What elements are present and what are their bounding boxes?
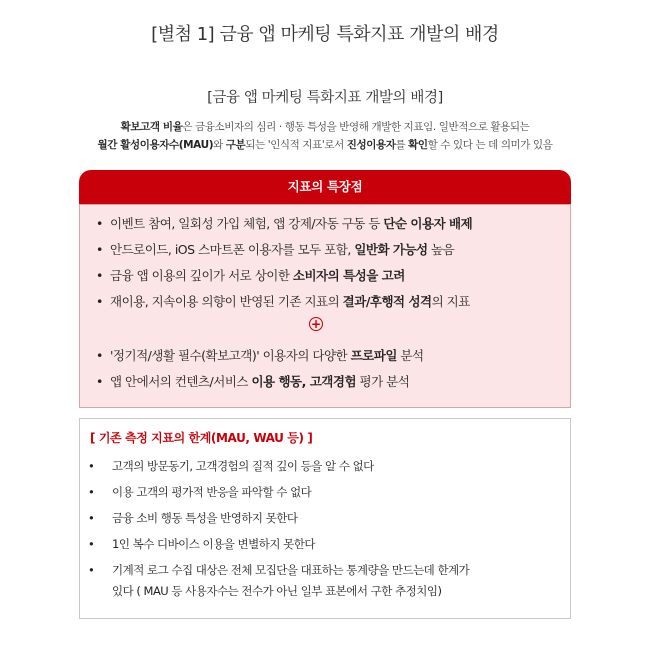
feature-text: 안드로이드, iOS 스마트폰 이용자를 모두 포함, <box>110 242 355 257</box>
feature-text: 평가 분석 <box>356 374 410 389</box>
intro-paragraph <box>30 118 620 154</box>
plus-icon: + <box>310 317 322 331</box>
limitations-list <box>86 453 562 601</box>
feature-highlight: 단순 이용자 배제 <box>383 216 473 231</box>
intro-highlight-genuine-users: 진성이용자 <box>346 139 396 151</box>
feature-highlight: 소비자의 특성을 고려 <box>292 268 405 283</box>
limitation-item: • 1인 복수 디바이스 이용을 변별하지 못한다 <box>86 531 562 557</box>
feature-text: 금융 앱 이용의 깊이가 서로 상이한 <box>110 268 293 283</box>
limitations-box <box>79 418 571 619</box>
limitation-continuation: 있다 ( MAU 등 사용자수는 전수가 아닌 일부 표본에서 구한 추정치임) <box>112 584 442 598</box>
intro-text: 할 수 있다 는 데 의미가 있음 <box>427 139 553 151</box>
features-list-extra <box>94 343 564 395</box>
limitations-title: [ 기존 측정 지표의 한계(MAU, WAU 등) ] <box>90 431 313 445</box>
page-title: [별첨 1] 금융 앱 마케팅 특화지표 개발의 배경 <box>151 24 499 45</box>
feature-text: 이벤트 참여, 일회성 가입 체험, 앱 강제/자동 구동 등 <box>110 216 384 231</box>
section-subtitle: [금융 앱 마케팅 특화지표 개발의 배경] <box>207 90 443 106</box>
feature-text: 앱 안에서의 컨텐츠/서비스 <box>110 374 252 389</box>
feature-text: '정기적/생활 필수(확보고객)' 이용자의 다양한 <box>110 348 351 363</box>
limitation-item: • 고객의 방문동기, 고객경험의 질적 깊이 등을 알 수 없다 <box>86 453 562 479</box>
feature-highlight: 일반화 가능성 <box>354 242 428 257</box>
intro-line-1 <box>30 118 620 136</box>
feature-item <box>94 289 564 315</box>
intro-text: 를 <box>395 139 409 151</box>
feature-text: 재이용, 지속이용 의향이 반영된 기존 지표의 <box>110 294 343 309</box>
limitation-item: • 금융 소비 행동 특성을 반영하지 못한다 <box>86 505 562 531</box>
feature-item <box>94 343 564 369</box>
limitation-text: 기계적 로그 수집 대상은 전체 모집단을 대표하는 통계량을 만드는데 한계가 <box>112 563 470 577</box>
limitation-item: • 이용 고객의 평가적 반응을 파악할 수 없다 <box>86 479 562 505</box>
intro-text: 되는 '인식적 지표'로서 <box>245 139 347 151</box>
feature-highlight: 이용 행동, 고객경험 <box>251 374 357 389</box>
features-box <box>79 204 571 408</box>
intro-highlight-distinguish: 구분 <box>225 139 246 151</box>
feature-text: 의 지표 <box>431 294 470 309</box>
feature-text: 분석 <box>396 348 424 363</box>
feature-item <box>94 237 564 263</box>
feature-item <box>94 211 564 237</box>
intro-text: 와 <box>213 139 226 151</box>
intro-highlight-mau: 월간 활성이용자수(MAU) <box>97 139 214 151</box>
feature-text: 높음 <box>427 242 455 257</box>
limitation-item <box>86 557 562 601</box>
feature-highlight: 결과/후행적 성격 <box>342 294 432 309</box>
features-list <box>94 211 564 315</box>
intro-line-2 <box>30 136 620 154</box>
features-header: 지표의 특장점 <box>79 170 571 204</box>
intro-text: 은 금융소비자의 심리 · 행동 특성을 반영해 개발한 지표임. 일반적으로 활용되는 <box>182 121 530 133</box>
feature-item <box>94 263 564 289</box>
feature-item <box>94 369 564 395</box>
intro-highlight-retention: 확보고객 비율 <box>120 121 183 133</box>
feature-highlight: 프로파일 <box>350 348 397 363</box>
intro-highlight-confirm: 확인 <box>408 139 428 151</box>
